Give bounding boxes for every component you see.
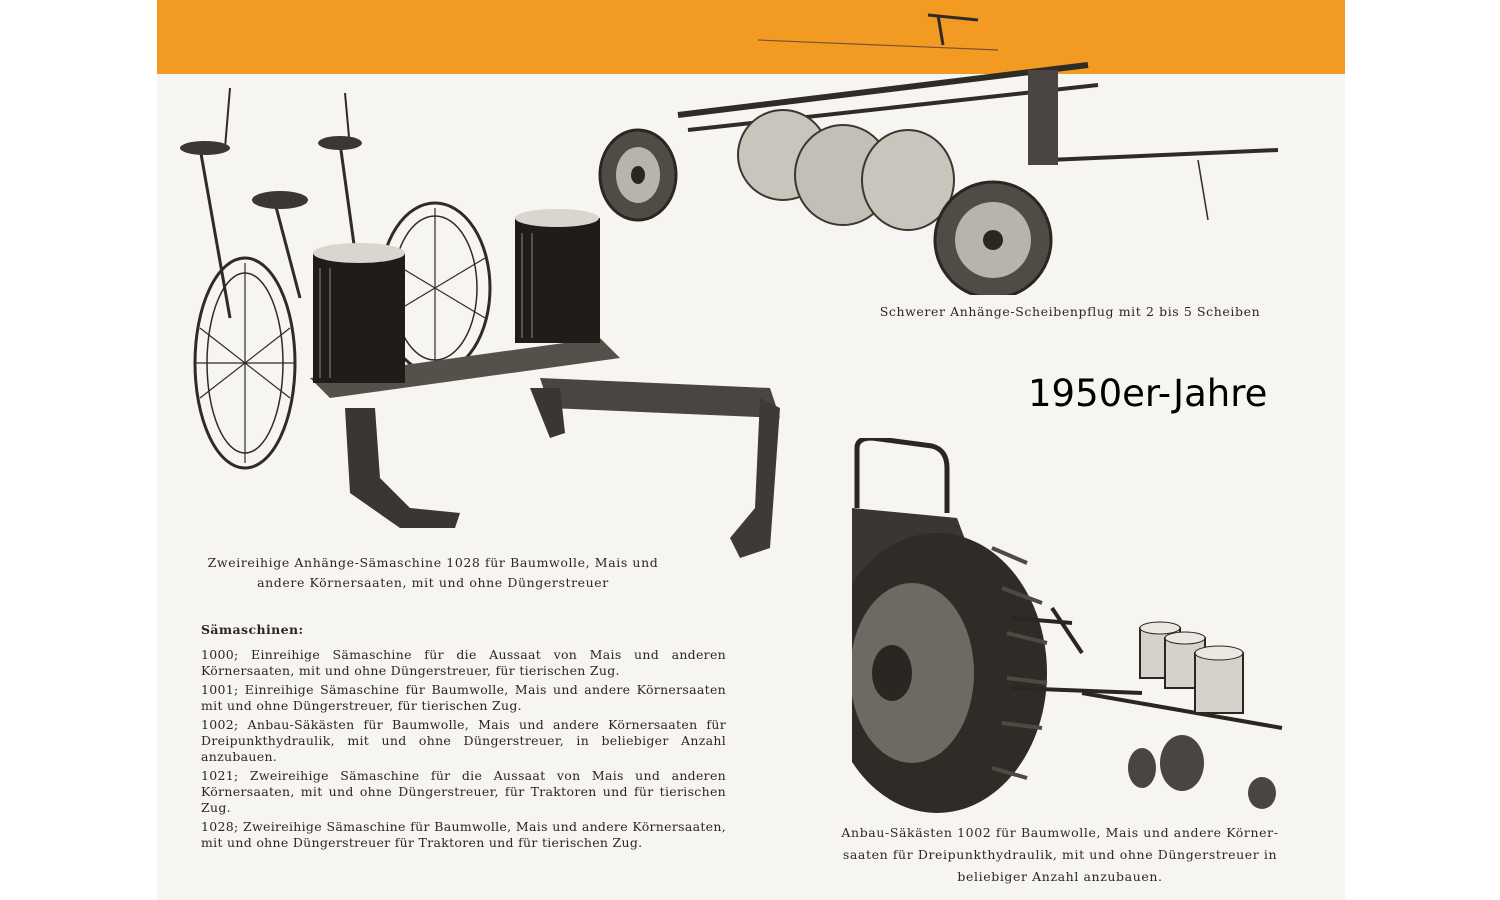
plow-caption: Schwerer Anhänge-Scheibenpflug mit 2 bis 5 Scheiben xyxy=(879,304,1261,319)
machine-list xyxy=(201,622,726,854)
planter-caption xyxy=(168,553,698,593)
machine-list-item: 1000; Einreihige Sämaschine für die Aussaat von Mais und anderen Körnersaaten, mit und ohne Düngerstreuer, für tierischen Zug. xyxy=(201,647,726,678)
tractor-mounted-seed-boxes-illustration xyxy=(852,438,1292,818)
machine-list-title: Sämaschinen: xyxy=(201,622,304,637)
machine-list-item: 1028; Zweireihige Sämaschine für Baumwolle, Mais und andere Körnersaaten, mit und ohne Düngerstreuer für Traktoren und für tierischen Zug. xyxy=(201,819,726,850)
planter-caption-line: andere Körnersaaten, mit und ohne Düngerstreuer xyxy=(257,575,609,590)
machine-list-item: 1002; Anbau-Säkästen für Baumwolle, Mais und andere Körnersaaten für Dreipunkthydraulik, mit und ohne Düngerstreuer, in beliebiger Anzahl anzubauen. xyxy=(201,717,726,764)
seed-boxes-caption-line: Anbau-Säkästen 1002 für Baumwolle, Mais und andere Körner- xyxy=(841,825,1279,840)
disc-plow-illustration xyxy=(598,10,1288,295)
seed-boxes-caption xyxy=(790,822,1330,888)
seed-boxes-caption-line: beliebiger Anzahl anzubauen. xyxy=(957,869,1163,884)
machine-list-item: 1021; Zweireihige Sämaschine für die Aussaat von Mais und anderen Körnersaaten, mit und ohne Düngerstreuer, für Traktoren und für tierischen Zug. xyxy=(201,768,726,815)
seed-boxes-caption-line: saaten für Dreipunkthydraulik, mit und ohne Düngerstreuer in xyxy=(842,847,1278,862)
machine-list-item: 1001; Einreihige Sämaschine für Baumwolle, Mais und andere Körnersaaten mit und ohne Düngerstreuer, für tierischen Zug. xyxy=(201,682,726,713)
era-label: 1950er-Jahre xyxy=(1028,372,1268,415)
planter-caption-line: Zweireihige Anhänge-Sämaschine 1028 für Baumwolle, Mais und xyxy=(207,555,659,570)
